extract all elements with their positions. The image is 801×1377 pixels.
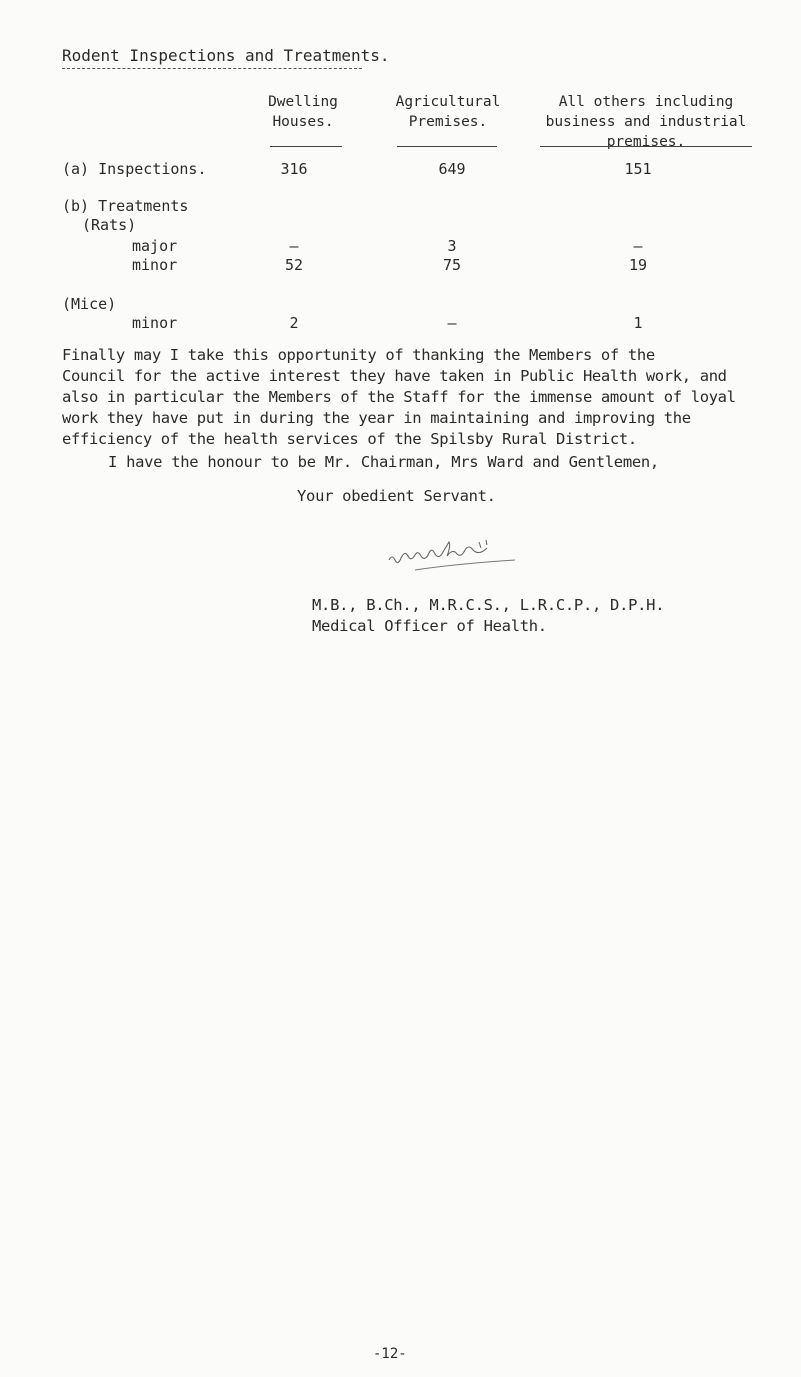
page-number: -12- (373, 1346, 407, 1362)
header-rule-all-others (540, 146, 752, 147)
cell-inspections-dwelling: 316 (280, 160, 308, 178)
row-label-rats-major: major (132, 237, 178, 255)
paragraph-line: also in particular the Members of the Staff for the immense amount of loyal (62, 388, 736, 406)
paragraph-line: Finally may I take this opportunity of thanking the Members of the (62, 346, 655, 364)
cell-inspections-all-others: 151 (624, 160, 652, 178)
column-header-all-others (536, 92, 756, 152)
column-header-agricultural (378, 92, 518, 132)
header-rule-agricultural (397, 146, 497, 147)
column-header-line: premises. (606, 134, 686, 150)
cell-rats-minor-all-others: 19 (628, 256, 648, 274)
row-label-mice-minor: minor (132, 314, 178, 332)
signature (385, 536, 535, 586)
cell-mice-minor-agricultural: – (447, 314, 457, 332)
cell-mice-minor-all-others: 1 (633, 314, 643, 332)
cell-rats-major-agricultural: 3 (447, 237, 457, 255)
cell-mice-minor-dwelling: 2 (289, 314, 299, 332)
row-heading-rats: (Rats) (82, 216, 137, 234)
role-title: Medical Officer of Health. (312, 617, 547, 635)
column-header-line: Dwelling (268, 94, 338, 110)
column-header-dwelling (248, 92, 358, 132)
cell-rats-major-dwelling: – (289, 237, 299, 255)
cell-rats-minor-dwelling: 52 (284, 256, 304, 274)
cell-rats-minor-agricultural: 75 (442, 256, 462, 274)
header-rule-dwelling (270, 146, 342, 147)
signature-image (385, 536, 535, 582)
honour-line: I have the honour to be Mr. Chairman, Mrs Ward and Gentlemen, (108, 453, 659, 471)
closing-paragraph (62, 345, 762, 450)
row-label-rats-minor: minor (132, 256, 178, 274)
row-heading-mice: (Mice) (62, 295, 117, 313)
row-label-inspections: (a) Inspections. (62, 160, 207, 178)
paragraph-line: work they have put in during the year in maintaining and improving the (62, 409, 691, 427)
cell-inspections-agricultural: 649 (438, 160, 466, 178)
column-header-line: All others including (558, 94, 734, 110)
valediction: Your obedient Servant. (297, 487, 496, 505)
column-header-line: Agricultural (395, 94, 501, 110)
row-heading-treatments: (b) Treatments (62, 197, 189, 215)
cell-rats-major-all-others: – (633, 237, 643, 255)
column-header-line: Premises. (408, 114, 488, 130)
paragraph-line: efficiency of the health services of the Spilsby Rural District. (62, 430, 637, 448)
paragraph-line: Council for the active interest they have taken in Public Health work, and (62, 367, 727, 385)
qualifications: M.B., B.Ch., M.R.C.S., L.R.C.P., D.P.H. (312, 596, 665, 614)
column-header-line: business and industrial (545, 114, 747, 130)
title-underline (62, 68, 362, 69)
page-title: Rodent Inspections and Treatments. (62, 46, 390, 65)
column-header-line: Houses. (272, 114, 334, 130)
